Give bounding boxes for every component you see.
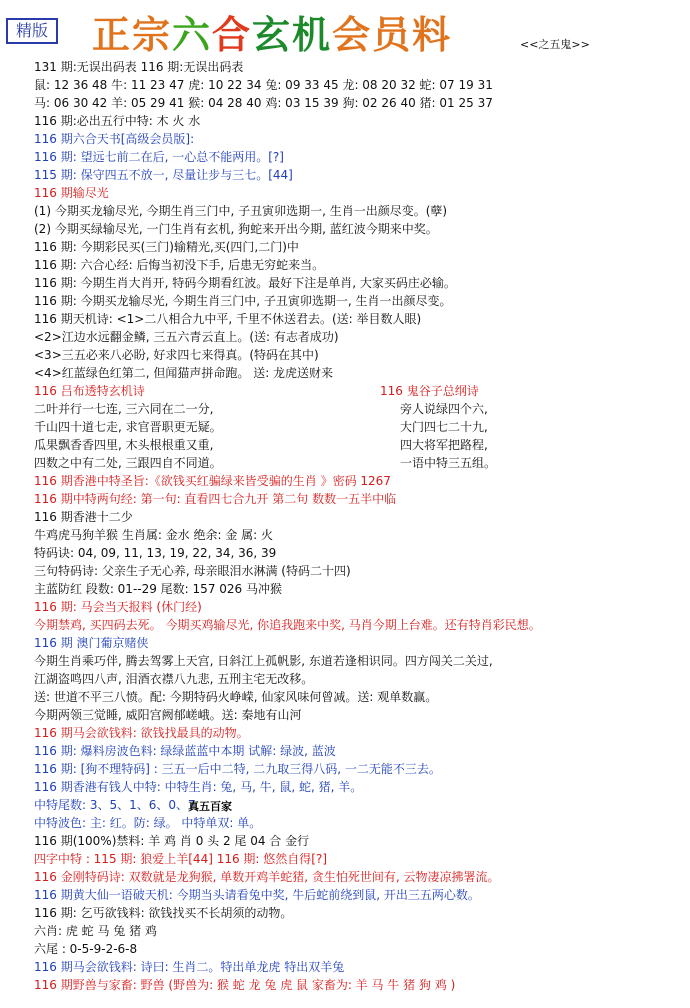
poem-right-line: 大门四七二十九, bbox=[400, 420, 488, 434]
page-title bbox=[92, 4, 452, 59]
text-line: (2) 今期买绿输尽光, 一门生肖有玄机, 狗蛇来开出今期, 蓝红波今期来中奖。 bbox=[34, 222, 438, 236]
text-line: 116 金刚特码诗: 双数就是龙狗猴, 单数开鸡羊蛇猪, 贪生怕死世间有, 云物凄凉拂署流。 bbox=[34, 870, 500, 884]
text-line: <4>红蓝绿色红第二, 但闻猫声拼命跑。 送: 龙虎送财来 bbox=[34, 366, 334, 380]
text-line: 鼠: 12 36 48 牛: 11 23 47 虎: 10 22 34 兔: 09 33 45 龙: 08 20 32 蛇: 07 19 31 bbox=[34, 78, 493, 92]
poem-block bbox=[0, 382, 690, 472]
text-line: 今期两领三觉睡, 威阳宫阙郁嵯峨。送: 秦地有山河 bbox=[34, 708, 302, 722]
text-line: 116 期: [狗不理特码] : 三五一后中二特, 二九取三得八码, 一二无能不三去。 bbox=[34, 762, 441, 776]
text-line: 主蓝防红 段数: 01--29 尾数: 157 026 马冲猴 bbox=[34, 582, 282, 596]
text-line: 今期生肖乘巧伴, 腾去驾雾上天宫, 日斜江上孤帆影, 东道若逢相识同。四方闯关二关过, bbox=[34, 654, 493, 668]
text-line: (1) 今期买龙输尽光, 今期生肖三门中, 子丑寅卯选期一, 生肖一出颜尽变。(孽) bbox=[34, 204, 448, 218]
text-line: 六尾 : 0-5-9-2-6-8 bbox=[34, 942, 138, 956]
text-line: 131 期:无误出码表 116 期:无误出码表 bbox=[34, 60, 244, 74]
page-header bbox=[0, 0, 690, 60]
poem-right-line: 四大将军把路程, bbox=[400, 438, 488, 452]
edition-badge: 精版 bbox=[6, 18, 58, 44]
text-line: 牛鸡虎马狗羊猴 生肖属: 金水 绝余: 金 属: 火 bbox=[34, 528, 274, 542]
text-line: 中特尾数: 3、5、1、6、0、7 bbox=[34, 798, 196, 812]
document-body bbox=[0, 58, 690, 994]
text-line: 116 期输尽光 bbox=[34, 186, 109, 200]
text-line: 今期禁鸡, 买四码去死。 今期买鸡输尽光, 你追我跑来中奖, 马肖今期上台难。还有特肖彩民想。 bbox=[34, 618, 541, 632]
text-line: 六肖: 虎 蛇 马 兔 猪 鸡 bbox=[34, 924, 157, 938]
text-line: 116 期: 今期买龙输尽光, 今期生肖三门中, 子丑寅卯选期一, 生肖一出颜尽变。 bbox=[34, 294, 452, 308]
title-part-6: 料 bbox=[412, 12, 453, 57]
text-line: 116 期(100%)禁料: 羊 鸡 肖 0 头 2 尾 04 合 金行 bbox=[34, 834, 310, 848]
text-line: 116 期马会欲钱料: 欲钱找最具的动物。 bbox=[34, 726, 249, 740]
issue-tag: <<之五鬼>> bbox=[520, 38, 590, 51]
text-line: 116 期: 乞丐欲钱料: 欲钱找买不长胡须的动物。 bbox=[34, 906, 293, 920]
text-line: 116 期:必出五行中特: 木 火 水 bbox=[34, 114, 201, 128]
text-line: 115 期: 保守四五不放一, 尽量让步与三七。[44] bbox=[34, 168, 293, 182]
text-line: 马: 06 30 42 羊: 05 29 41 猴: 04 28 40 鸡: 03 15 39 狗: 02 26 40 猪: 01 25 37 bbox=[34, 96, 493, 110]
poem-right-line: 旁人说绿四个六, bbox=[400, 402, 488, 416]
text-line: 116 期黄大仙一语破天机: 今期当头请看兔中奖, 牛后蛇前绕到鼠, 开出三五两心数。 bbox=[34, 888, 480, 902]
text-line: 三句特码诗: 父亲生子无心养, 母亲眼泪水淋满 (特码二十四) bbox=[34, 564, 351, 578]
title-part-2: 六 bbox=[172, 12, 213, 57]
text-line: 116 期香港有钱人中特: 中特生肖: 兔, 马, 牛, 鼠, 蛇, 猪, 羊。 bbox=[34, 780, 363, 794]
text-line: 116 期野兽与家畜: 野兽 (野兽为: 猴 蛇 龙 兔 虎 鼠 家畜为: 羊 马 牛 猪 狗 鸡 ) bbox=[34, 978, 456, 992]
text-line: 116 期: 爆料房波色料: 绿绿蓝蓝中本期 试解: 绿波, 蓝波 bbox=[34, 744, 336, 758]
poem-left bbox=[0, 382, 370, 472]
title-part-4: 玄机 bbox=[252, 12, 333, 57]
poem-left-line: 四数之中有二处, 三跟四自不同道。 bbox=[34, 456, 222, 470]
text-line: 116 期: 望远七前二在后, 一心总不能两用。[?] bbox=[34, 150, 284, 164]
text-line: 116 期: 六合心经: 后悔当初没下手, 后患无穷蛇来当。 bbox=[34, 258, 325, 272]
text-line: 116 期: 今期生肖大肖开, 特码今期看红波。最好下注是单肖, 大家买码庄必输。 bbox=[34, 276, 456, 290]
text-line: 送: 世道不平三八愤。配: 今期特码火峥嵘, 仙家风味何曾减。送: 观单数赢。 bbox=[34, 690, 438, 704]
poem-right bbox=[370, 382, 670, 472]
text-line: 江湖盗鸣四八声, 泪酒衣襟八九悲, 五刑主宅无改移。 bbox=[34, 672, 314, 686]
title-part-1: 正宗 bbox=[92, 12, 173, 57]
text-line: 116 期 澳门葡京赌侠 bbox=[34, 636, 149, 650]
text-line: 116 期马会欲钱料: 诗曰: 生肖二。特出单龙虎 特出双羊兔 bbox=[34, 960, 345, 974]
text-line: 116 期天机诗: <1>二八相合九中平, 千里不休送君去。(送: 举目数人眼) bbox=[34, 312, 422, 326]
text-line: 116 期: 今期彩民买(三门)输精光,买(四门,二门)中 bbox=[34, 240, 299, 254]
text-line: <3>三五必来八必盼, 好求四七来得真。(特码在其中) bbox=[34, 348, 319, 362]
poem-right-line: 一语中特三五组。 bbox=[400, 456, 497, 470]
text-line: 116 期香港中特圣旨:《欲钱买红骗绿来皆受骗的生肖 》密码 1267 bbox=[34, 474, 391, 488]
section-top bbox=[0, 58, 690, 382]
text-line: 116 期香港十二少 bbox=[34, 510, 133, 524]
poem-left-line: 二叶并行一七连, 三六同在二一分, bbox=[34, 402, 214, 416]
poem-left-title: 116 吕布透特玄机诗 bbox=[34, 384, 145, 398]
text-line: 116 期中特两句经: 第一句: 直看四七合九开 第二句 数数一五半中临 bbox=[34, 492, 397, 506]
text-line: 中特波色: 主: 红。防: 绿。 中特单双: 单。 bbox=[34, 816, 262, 830]
text-line: 116 期六合天书[高级会员版]: bbox=[34, 132, 195, 146]
title-part-5: 会员 bbox=[332, 12, 413, 57]
section-bottom bbox=[0, 472, 690, 994]
poem-right-title: 116 鬼谷子总纲诗 bbox=[380, 384, 479, 398]
text-line: <2>江边水远翻金鳞, 三五六青云直上。(送: 有志者成功) bbox=[34, 330, 339, 344]
text-line: 四字中特 : 115 期: 狼爱上羊[44] 116 期: 悠然自得[?] bbox=[34, 852, 328, 866]
text-line: 特码诀: 04, 09, 11, 13, 19, 22, 34, 36, 39 bbox=[34, 546, 277, 560]
poem-left-line: 瓜果飘香香四里, 木头根根重又重, bbox=[34, 438, 214, 452]
overlay-watermark-text: 真五百家 bbox=[188, 800, 232, 813]
text-line: 116 期: 马会当天报料 (休门经) bbox=[34, 600, 202, 614]
title-part-3: 合 bbox=[212, 12, 253, 57]
poem-left-line: 千山四十道七走, 求官晋职更无疑。 bbox=[34, 420, 222, 434]
